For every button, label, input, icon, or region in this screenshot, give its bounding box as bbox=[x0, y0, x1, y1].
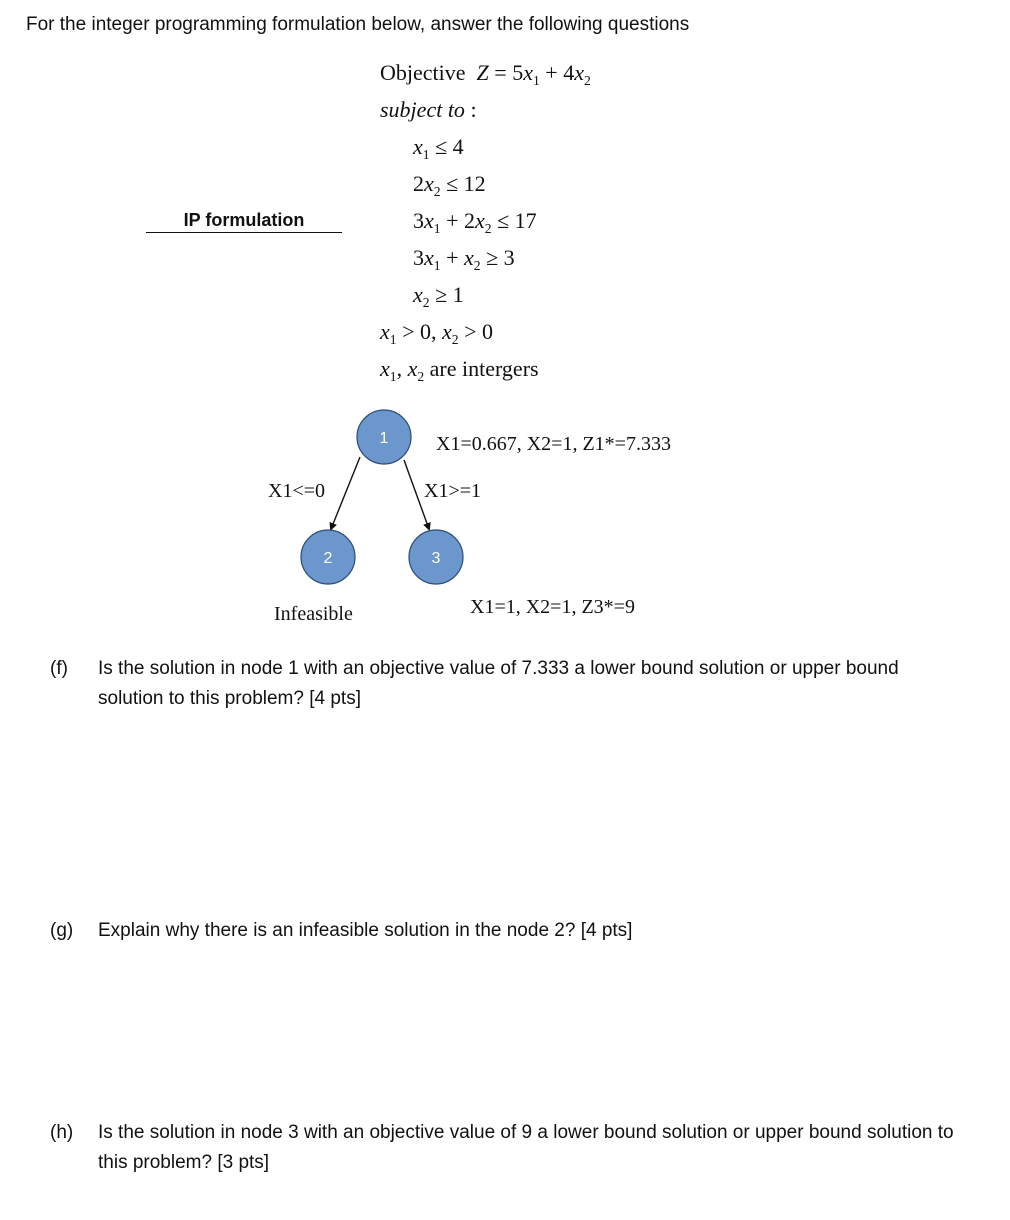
subject-to-line: subject to : bbox=[380, 97, 477, 122]
left-branch-label: X1<=0 bbox=[268, 480, 326, 502]
node-2-result: Infeasible bbox=[274, 603, 353, 625]
node-3 bbox=[409, 530, 463, 584]
question-f-text: Is the solution in node 1 with an objective value of 7.333 a lower bound solution or upper bound solution to this problem? [4 pts] bbox=[98, 658, 899, 709]
question-g-label: (g) bbox=[50, 920, 74, 941]
constraint-3: $3x_1 + 2x_2 \le 17$ bbox=[413, 208, 537, 236]
right-branch-label: X1>=1 bbox=[424, 480, 482, 502]
node-1-label: 1 bbox=[379, 430, 389, 447]
question-g bbox=[50, 916, 970, 950]
node-1 bbox=[357, 410, 411, 464]
node-3-result: X1=1, X2=1, Z3*=9 bbox=[470, 596, 635, 618]
left-branch-arrow bbox=[331, 457, 360, 529]
ip-formulation-label: IP formulation bbox=[146, 210, 342, 233]
question-g-text: Explain why there is an infeasible solution in the node 2? [4 pts] bbox=[98, 920, 633, 941]
node-3-label: 3 bbox=[431, 550, 441, 567]
integer-constraint: $x_1$, $x_2$ are intergers bbox=[380, 356, 539, 384]
question-h-text: Is the solution in node 3 with an objective value of 9 a lower bound solution or upper bound solution to this problem? [3 pts] bbox=[98, 1122, 954, 1173]
nonnegativity-constraint: $x_1 > 0$, $x_2 > 0$ bbox=[380, 319, 493, 347]
node-1-result: X1=0.667, X2=1, Z1*=7.333 bbox=[436, 433, 671, 455]
question-f bbox=[50, 654, 970, 718]
constraint-4: $3x_1 + x_2 \ge 3$ bbox=[413, 245, 515, 273]
constraint-5: $x_2 \ge 1$ bbox=[413, 282, 464, 310]
question-h-label: (h) bbox=[50, 1122, 74, 1143]
objective-line: Objective $Z = 5x_1 + 4x_2$ bbox=[380, 60, 591, 88]
node-2 bbox=[301, 530, 355, 584]
question-f-label: (f) bbox=[50, 658, 68, 679]
node-2-label: 2 bbox=[323, 550, 333, 567]
constraint-2: $2x_2 \le 12$ bbox=[413, 171, 486, 199]
constraint-1: $x_1 \le 4$ bbox=[413, 134, 464, 162]
question-h bbox=[50, 1118, 970, 1182]
intro-text: For the integer programming formulation below, answer the following questions bbox=[26, 14, 690, 35]
